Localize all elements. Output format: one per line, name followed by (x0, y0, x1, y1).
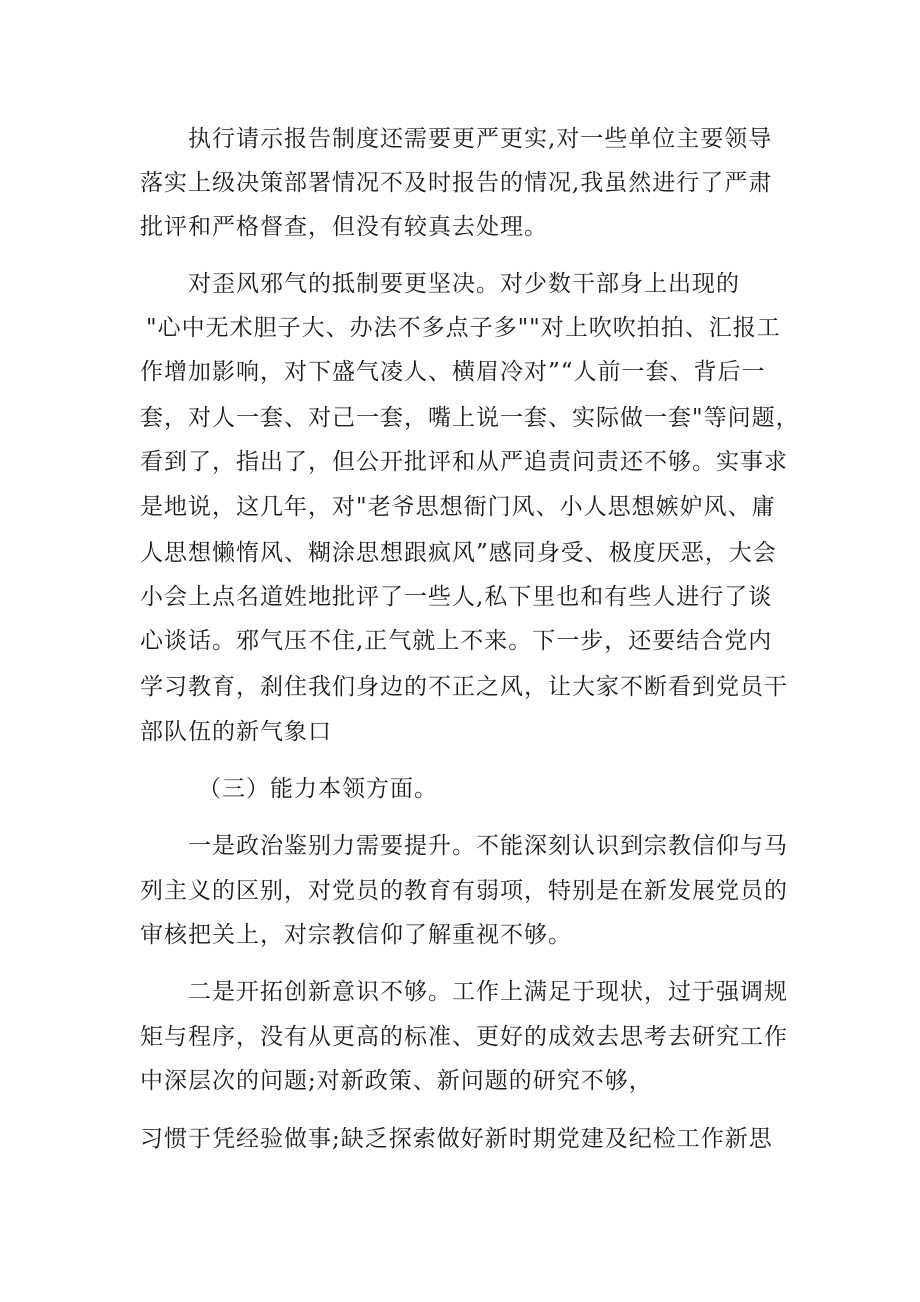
text-line: 看到了，指出了，但公开批评和从严追责问责还不够。实事求 (140, 449, 788, 475)
text-line: 一是政治鉴别力需要提升。不能深刻认识到宗教信仰与马 (188, 833, 788, 859)
text-line: 作增加影响，对下盛气凌人、横眉冷对”“人前一套、背后一 (140, 359, 766, 385)
text-line: 矩与程序，没有从更高的标准、更好的成效去思考去研究工作 (140, 1024, 788, 1050)
text-line: 心谈话。邪气压不住,正气就上不来。下一步，还要结合党内 (140, 628, 773, 654)
text-line: 审核把关上，对宗教信仰了解重视不够。 (140, 922, 572, 948)
section-heading: （三）能力本领方面。 (198, 776, 438, 802)
text-line: 落实上级决策部署情况不及时报告的情况,我虽然进行了严肃 (140, 170, 773, 196)
text-line: 执行请示报告制度还需要更严更实,对一些单位主要领导 (188, 126, 773, 152)
text-line: 部队伍的新气象口 (140, 719, 332, 745)
text-line: 二是开拓创新意识不够。工作上满足于现状，过于强调规 (188, 979, 788, 1005)
text-line: 列主义的区别，对党员的教育有弱项，特别是在新发展党员的 (140, 878, 788, 904)
text-line: 批评和严格督查，但没有较真去处理。 (140, 214, 548, 240)
text-line: 是地说，这几年，对"老爷思想衙门风、小人思想嫉妒风、庸 (140, 494, 776, 520)
text-line: "心中无术胆子大、办法不多点子多""对上吹吹拍拍、汇报工 (146, 315, 781, 341)
text-line: 习惯于凭经验做事;缺乏探索做好新时期党建及纪检工作新思 (140, 1126, 773, 1152)
text-line: 人思想懒惰风、糊涂思想跟疯风”感同身受、极度厌恶，大会 (140, 540, 777, 566)
text-line: 套，对人一套、对己一套，嘴上说一套、实际做一套"等问题， (140, 405, 800, 431)
text-line: 对歪风邪气的抵制要更坚决。对少数干部身上出现的 (188, 271, 740, 297)
text-line: 小会上点名道姓地批评了一些人,私下里也和有些人进行了谈 (140, 584, 773, 610)
text-line: 中深层次的问题;对新政策、新问题的研究不够， (140, 1068, 653, 1094)
text-line: 学习教育，刹住我们身边的不正之风，让大家不断看到党员干 (140, 674, 788, 700)
